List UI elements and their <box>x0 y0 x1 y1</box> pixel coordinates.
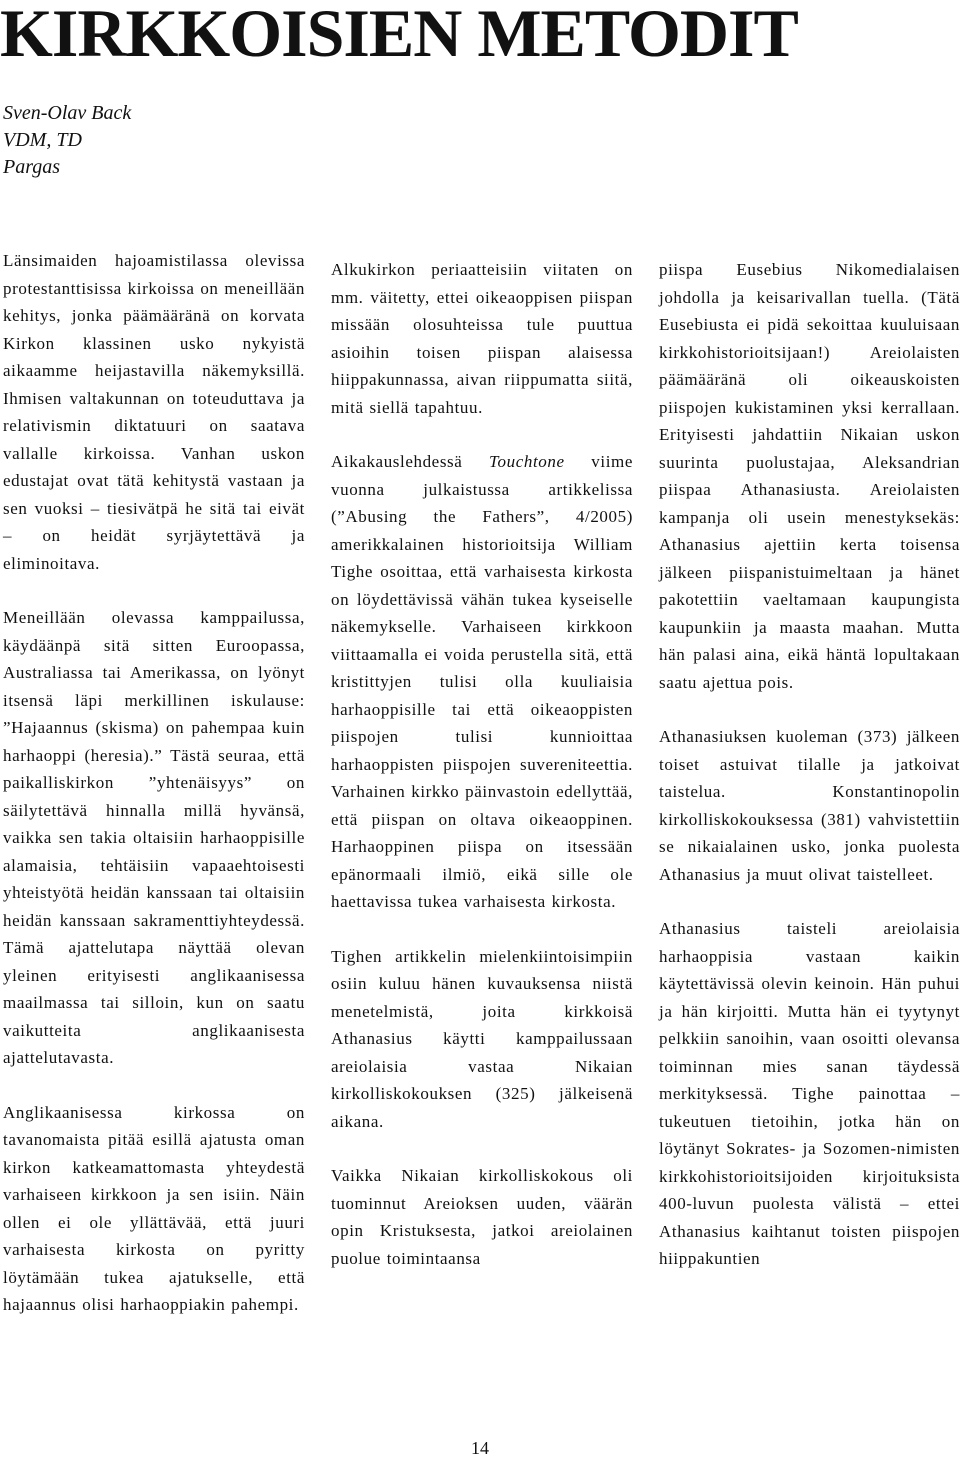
text-column-3 <box>659 256 960 1273</box>
paragraph: Meneillään olevassa kamppailussa, käydäänpä sitä sitten Euroopassa, Australiassa tai Amerikassa, on lyönyt itsensä läpi merkillinen iskulause: ”Hajaannus (skisma) on pahempaa kuin harhaoppi (heresia).” Tästä seuraa, että paikalliskirkon ”yhtenäisyys” on säilytettävä hinnalla millä hyvänsä, vaikka sen takia oltaisiin harhaoppisille alamaisia, tehtäisiin vapaaehtoisesti yhteistyötä heidän kanssaan tai oltaisiin heidän kanssaan sakramenttiyhteydessä. Tämä ajattelutapa näyttää olevan yleinen erityisesti anglikaanisessa maailmassa tai silloin, kun on saatu vaikutteita anglikaanisesta ajattelutavasta. <box>3 608 305 1067</box>
paragraph-text: Alkukirkon periaatteisiin viitaten on mm. väitetty, ettei oikeaoppisen piispan missään olosuhteissa tule puuttua asioihin toisen piispan alaisessa hiippakunnassa, aivan riippumatta siitä, mitä siellä tapahtuu. <box>331 260 633 417</box>
paragraph <box>331 1162 633 1272</box>
paragraph: Anglikaanisessa kirkossa on tavanomaista pitää esillä ajatusta oman kirkon katkeamattomasta yhteydestä varhaiseen kirkkoon ja sen isiin. Näin ollen ei ole yllättävää, että juuri varhaisesta kirkosta on pyritty löytämään tukea ajatukselle, että hajaannus olisi harhaoppiakin pahempi. <box>3 1102 305 1314</box>
text-column-1 <box>3 247 305 1319</box>
paragraph-text: Vaikka Nikaian kirkolliskokous oli tuominnut Areioksen uuden, väärän opin Kristuksesta, jatkoi areiolainen puolue toimintaansa <box>331 1166 633 1268</box>
paragraph-text: viime vuonna julkaistussa artikkelissa (”Abusing the Fathers”, 4/2005) amerikkalainen historioitsija William Tighe osoittaa, että varhaisesta kirkosta on löydettävissä vähän tukea kyseiselle näkemykselle. Varhaiseen kirkkoon viittaamalla ei voida perustella sitä, että kristittyjen tulisi olla kuuliaisia harhaoppisille tai että oikeaoppisten piispojen tulisi kunnioittaa harhaoppisten piispojen suvereniteettia. Varhainen kirkko päinvastoin edellyttää, että piispan on oltava oikeaoppinen. Harhaoppinen piispa on itsessään epänormaali ilmiö, eikä sille ole haettavissa tukea varhaisesta kirkosta. <box>331 452 633 911</box>
magazine-title: Touchtone <box>489 452 565 471</box>
paragraph-text: Tighen artikkelin mielenkiintoisimpiin osiin kuluu hänen kuvauksensa niistä menetelmistä, joita kirkkoisä Athanasius käytti kamppailussaan areiolaisia vastaa Nikaian kirkolliskokouksen (325) jälkeisenä aikana. <box>331 946 633 1131</box>
paragraph: piispa Eusebius Nikomedialaisen johdolla ja keisarivallan tuella. (Tätä Eusebiusta ei pidä sekoittaa kuuluisaan kirkkohistorioitsijaan!) Areiolaisten päämääränä oli oikeauskoisten piispojen kukistaminen yksi kerrallaan. Erityisesti jahdattiin Nikaian uskon suurinta puolustajaa, Aleksandrian piispaa Athanasiusta. Areiolaisten kampanja oli usein menestyksekäs: Athanasius ajettiin kerta toisensa jälkeen piispanistuimeltaan ja hänet pakotettiin vaeltamaan kaupungista kaupunkiin ja maasta maahan. Mutta hän palasi aina, eikä häntä lopultakaan saatu ajettua pois. <box>659 260 960 692</box>
paragraph: Athanasius taisteli areiolaisia harhaoppisia vastaan kaikin käytettävissä olevin keinoin. Hän puhui ja hän kirjoitti. Mutta hän ei tyytynyt pelkkiin sanoihin, vaan osoitti olevansa toiminnan mies sanan täydessä merkityksessä. Tighe painottaa – tukeutuen tietoihin, jotka hän on löytänyt Sokrates- ja Sozomen-nimisten kirkkohistorioitsijoiden kirjoituksista 400-luvun puolesta välistä – ettei Athanasius kaihtanut toisten piispojen hiippakuntien <box>659 919 960 1268</box>
author-name: Sven-Olav Back <box>3 102 132 124</box>
author-place: Pargas <box>3 156 61 178</box>
article-title: KIRKKOISIEN METODIT <box>0 0 798 71</box>
paragraph-text: Aikakauslehdessä <box>331 452 490 471</box>
paragraph <box>331 256 633 421</box>
page-number: 14 <box>471 1438 489 1458</box>
paragraph: Athanasiuksen kuoleman (373) jälkeen toiset astuivat tilalle ja jatkoivat taistelua. Konstantinopolin kirkolliskokouksessa (381) vahvistettiin se nikaialainen usko, jonka puolesta Athanasius ja muut olivat taistelleet. <box>659 727 960 884</box>
paragraph <box>331 448 633 916</box>
paragraph: Länsimaiden hajoamistilassa olevissa protestanttisissa kirkoissa on meneillään kehitys, jonka päämääränä on korvata Kirkon klassinen usko nykyistä aikaamme heijastavilla näkemyksillä. Ihmisen valtakunnan on toteuduttava ja relativismin diktatuuri on saatava vallalle kirkoissa. Vanhan uskon edustajat ovat tätä kehitystä vastaan ja sen vuoksi – tiesivätpä he sitä tai eivät – on heidät syrjäytettävä ja eliminoitava. <box>3 251 305 573</box>
text-column-2 <box>331 256 633 1272</box>
paragraph <box>331 943 633 1136</box>
author-block <box>3 100 303 181</box>
author-degrees: VDM, TD <box>3 129 82 151</box>
